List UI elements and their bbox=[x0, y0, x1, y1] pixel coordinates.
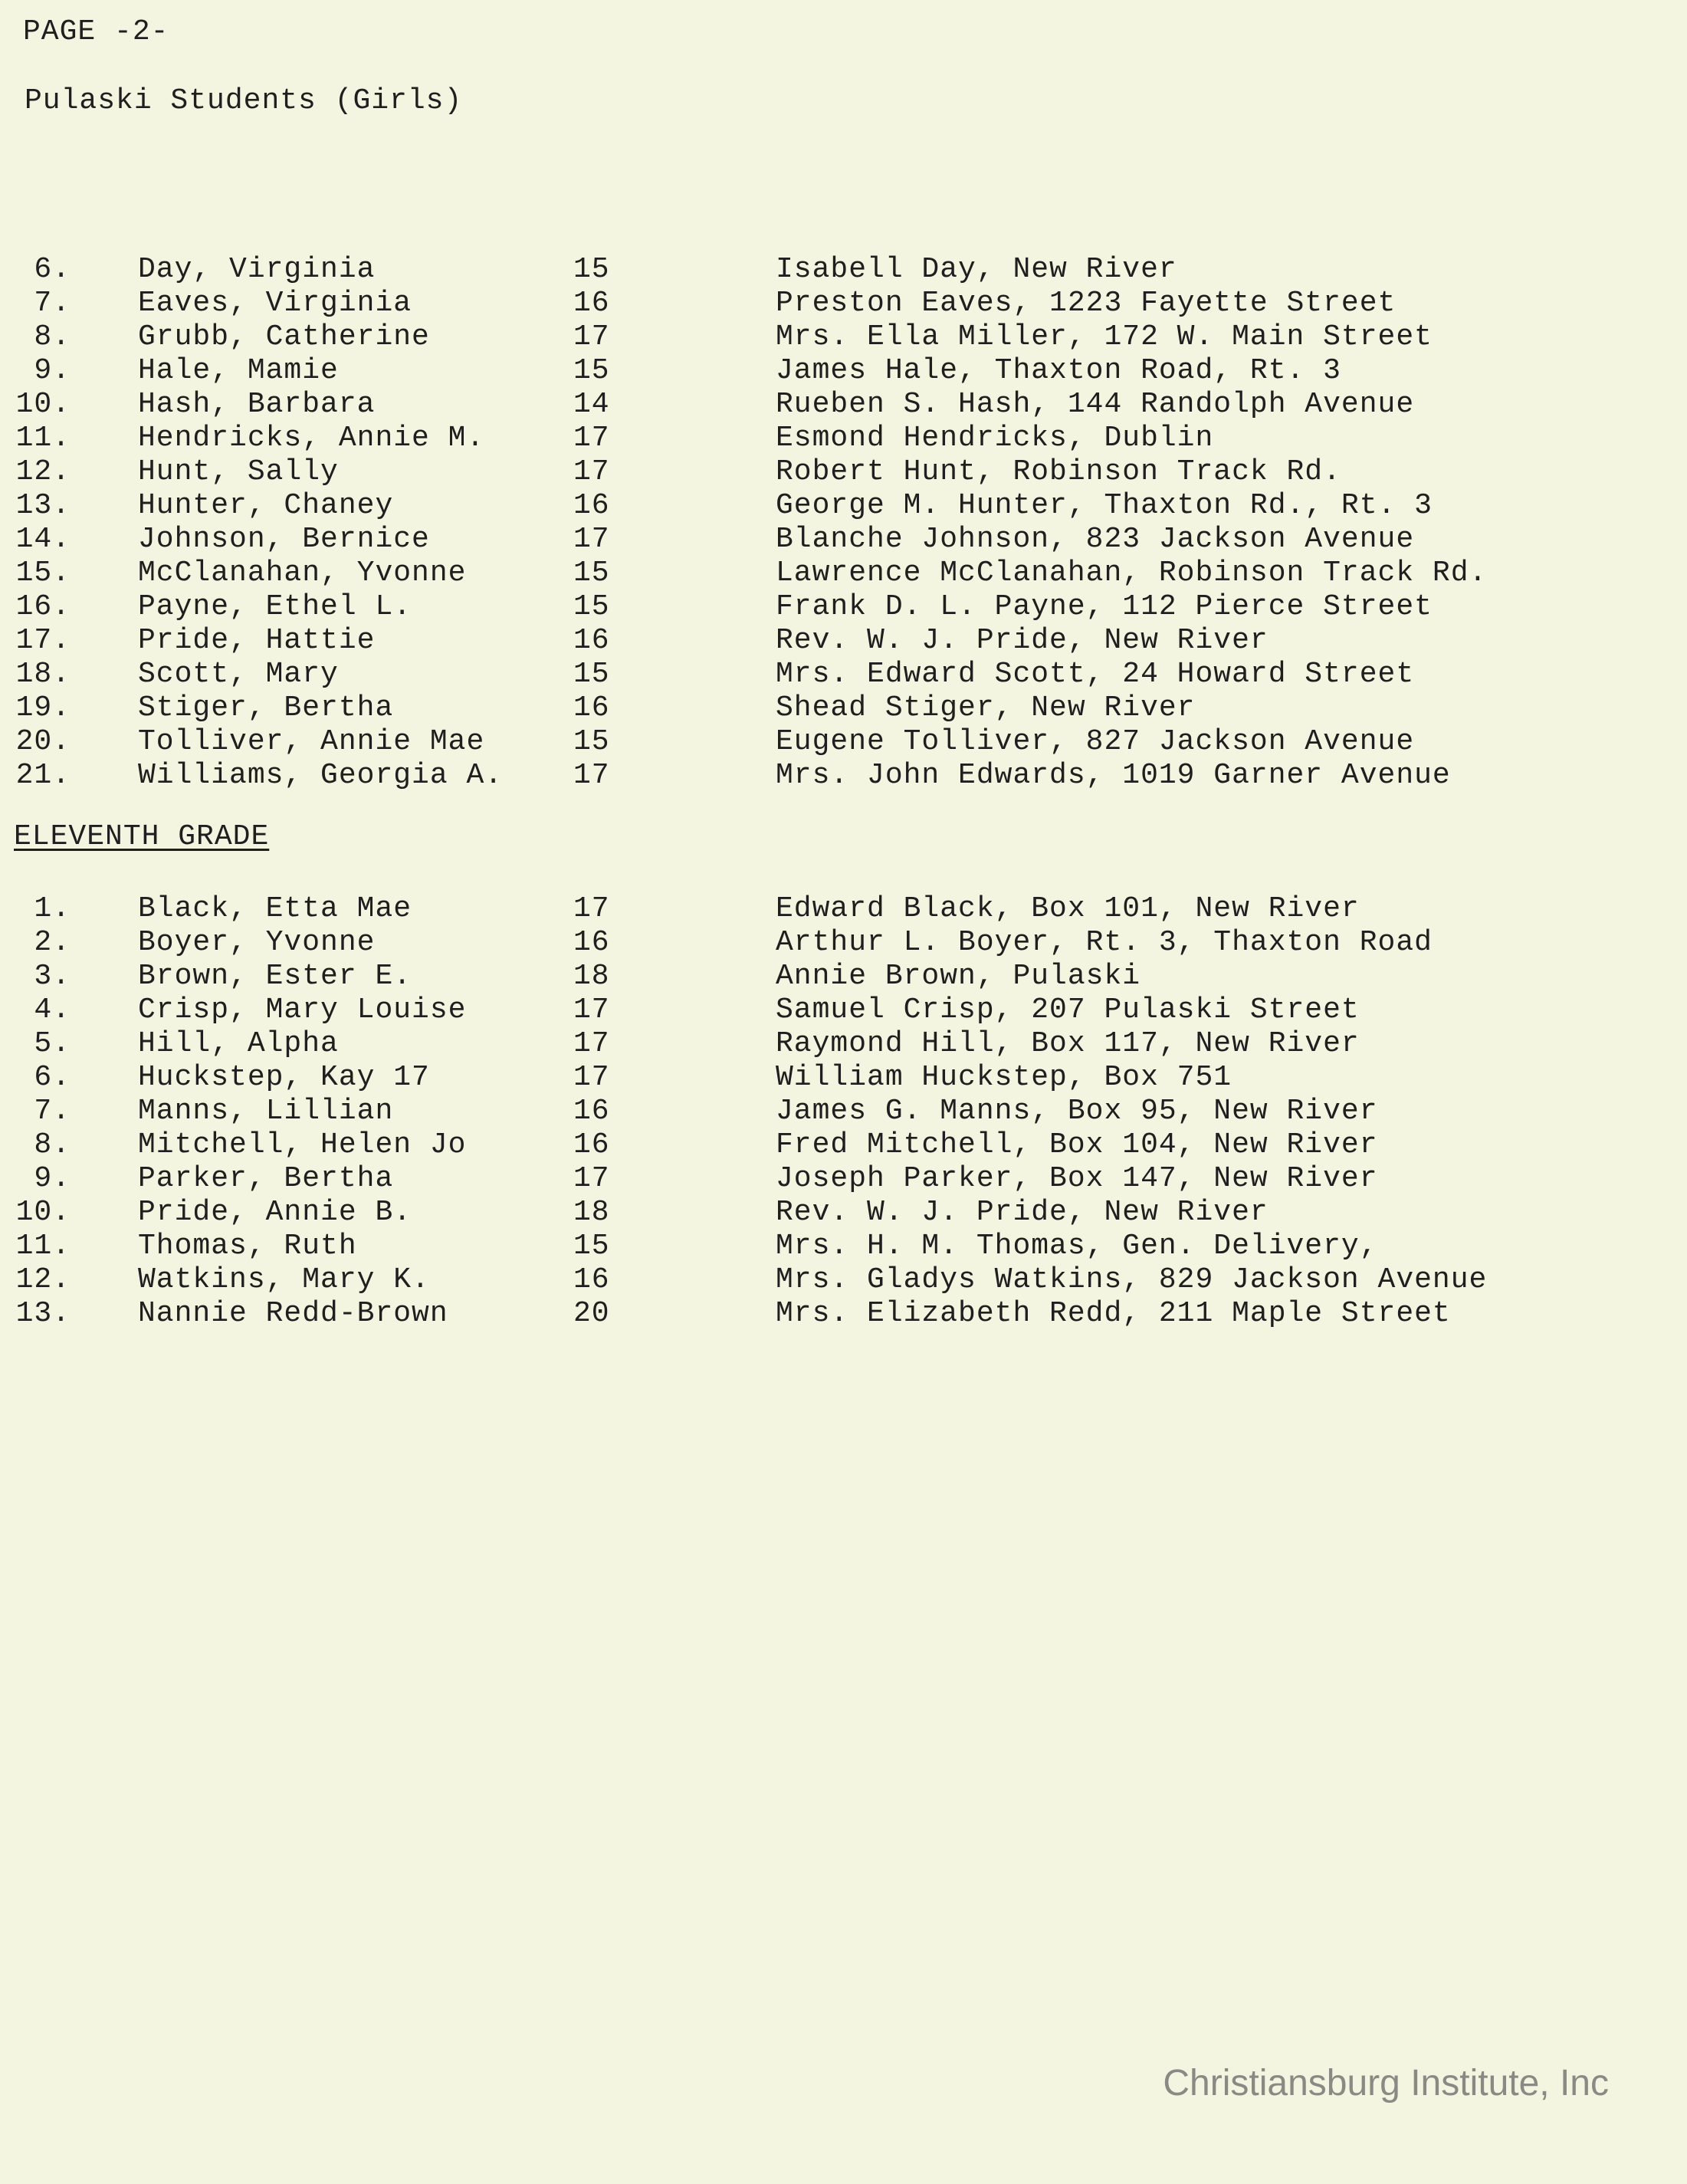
student-age: 17 bbox=[573, 523, 610, 556]
student-number: 14. bbox=[15, 523, 71, 556]
student-number: 5. bbox=[34, 1027, 71, 1060]
student-row bbox=[0, 489, 1687, 523]
student-number: 4. bbox=[34, 993, 71, 1026]
student-number: 15. bbox=[15, 557, 71, 590]
student-age: 17 bbox=[573, 1027, 610, 1060]
student-number: 18. bbox=[15, 658, 71, 691]
guardian-address: James G. Manns, Box 95, New River bbox=[776, 1095, 1378, 1128]
student-name: Hunt, Sally bbox=[138, 455, 339, 488]
student-name: Hendricks, Annie M. bbox=[138, 422, 485, 455]
student-number: 19. bbox=[15, 691, 71, 724]
student-row bbox=[0, 1061, 1687, 1095]
student-number: 12. bbox=[15, 455, 71, 488]
student-row bbox=[0, 960, 1687, 993]
student-age: 17 bbox=[573, 1061, 610, 1094]
student-number: 9. bbox=[34, 354, 71, 387]
student-age: 16 bbox=[573, 489, 610, 522]
student-row bbox=[0, 725, 1687, 759]
student-row bbox=[0, 993, 1687, 1027]
student-age: 16 bbox=[573, 287, 610, 320]
student-name: Williams, Georgia A. bbox=[138, 759, 504, 792]
student-number: 9. bbox=[34, 1162, 71, 1195]
student-name: Day, Virginia bbox=[138, 253, 376, 286]
student-number: 8. bbox=[34, 1128, 71, 1161]
page-number-label: PAGE -2- bbox=[23, 15, 169, 48]
guardian-address: Samuel Crisp, 207 Pulaski Street bbox=[776, 993, 1360, 1026]
student-age: 17 bbox=[573, 320, 610, 353]
student-age: 15 bbox=[573, 658, 610, 691]
student-name: Nannie Redd-Brown bbox=[138, 1297, 448, 1330]
eleventh-grade-roster bbox=[0, 892, 1687, 1331]
student-number: 7. bbox=[34, 1095, 71, 1128]
student-row bbox=[0, 455, 1687, 489]
guardian-address: Blanche Johnson, 823 Jackson Avenue bbox=[776, 523, 1415, 556]
student-row bbox=[0, 892, 1687, 926]
student-row bbox=[0, 759, 1687, 793]
guardian-address: Mrs. H. M. Thomas, Gen. Delivery, bbox=[776, 1230, 1378, 1263]
student-name: Eaves, Virginia bbox=[138, 287, 412, 320]
guardian-address: William Huckstep, Box 751 bbox=[776, 1061, 1232, 1094]
student-number: 21. bbox=[15, 759, 71, 792]
student-number: 11. bbox=[15, 422, 71, 455]
student-name: Brown, Ester E. bbox=[138, 960, 412, 993]
student-number: 11. bbox=[15, 1230, 71, 1263]
student-name: McClanahan, Yvonne bbox=[138, 557, 467, 590]
student-age: 18 bbox=[573, 1196, 610, 1229]
student-number: 10. bbox=[15, 388, 71, 421]
student-number: 12. bbox=[15, 1263, 71, 1296]
student-name: Stiger, Bertha bbox=[138, 691, 394, 724]
guardian-address: Rev. W. J. Pride, New River bbox=[776, 624, 1269, 657]
student-row bbox=[0, 624, 1687, 658]
guardian-address: Isabell Day, New River bbox=[776, 253, 1177, 286]
student-age: 16 bbox=[573, 1095, 610, 1128]
guardian-address: Eugene Tolliver, 827 Jackson Avenue bbox=[776, 725, 1415, 758]
student-age: 16 bbox=[573, 624, 610, 657]
guardian-address: Annie Brown, Pulaski bbox=[776, 960, 1141, 993]
student-row bbox=[0, 287, 1687, 320]
student-row bbox=[0, 691, 1687, 725]
student-row bbox=[0, 926, 1687, 960]
student-number: 13. bbox=[15, 489, 71, 522]
student-number: 16. bbox=[15, 590, 71, 623]
guardian-address: James Hale, Thaxton Road, Rt. 3 bbox=[776, 354, 1341, 387]
document-title: Pulaski Students (Girls) bbox=[25, 84, 463, 117]
guardian-address: Esmond Hendricks, Dublin bbox=[776, 422, 1214, 455]
student-row bbox=[0, 422, 1687, 455]
student-age: 17 bbox=[573, 993, 610, 1026]
guardian-address: Frank D. L. Payne, 112 Pierce Street bbox=[776, 590, 1433, 623]
student-age: 17 bbox=[573, 892, 610, 925]
archive-watermark: Christiansburg Institute, Inc bbox=[1163, 2063, 1609, 2104]
student-age: 15 bbox=[573, 253, 610, 286]
student-row bbox=[0, 523, 1687, 557]
student-row bbox=[0, 253, 1687, 287]
student-age: 16 bbox=[573, 1128, 610, 1161]
guardian-address: Mrs. John Edwards, 1019 Garner Avenue bbox=[776, 759, 1451, 792]
student-age: 14 bbox=[573, 388, 610, 421]
guardian-address: George M. Hunter, Thaxton Rd., Rt. 3 bbox=[776, 489, 1433, 522]
guardian-address: Rev. W. J. Pride, New River bbox=[776, 1196, 1269, 1229]
student-row bbox=[0, 1128, 1687, 1162]
student-age: 15 bbox=[573, 557, 610, 590]
tenth-grade-roster bbox=[0, 253, 1687, 793]
student-name: Thomas, Ruth bbox=[138, 1230, 357, 1263]
guardian-address: Mrs. Gladys Watkins, 829 Jackson Avenue bbox=[776, 1263, 1488, 1296]
student-name: Pride, Hattie bbox=[138, 624, 376, 657]
guardian-address: Preston Eaves, 1223 Fayette Street bbox=[776, 287, 1397, 320]
student-name: Hash, Barbara bbox=[138, 388, 376, 421]
guardian-address: Lawrence McClanahan, Robinson Track Rd. bbox=[776, 557, 1488, 590]
eleventh-grade-heading: ELEVENTH GRADE bbox=[14, 820, 270, 853]
student-row bbox=[0, 1230, 1687, 1263]
student-number: 2. bbox=[34, 926, 71, 959]
student-number: 6. bbox=[34, 1061, 71, 1094]
student-age: 18 bbox=[573, 960, 610, 993]
student-row bbox=[0, 658, 1687, 691]
student-age: 16 bbox=[573, 1263, 610, 1296]
student-name: Crisp, Mary Louise bbox=[138, 993, 467, 1026]
student-name: Huckstep, Kay 17 bbox=[138, 1061, 430, 1094]
student-name: Pride, Annie B. bbox=[138, 1196, 412, 1229]
student-name: Payne, Ethel L. bbox=[138, 590, 412, 623]
student-name: Hill, Alpha bbox=[138, 1027, 339, 1060]
student-row bbox=[0, 557, 1687, 590]
student-name: Black, Etta Mae bbox=[138, 892, 412, 925]
student-number: 1. bbox=[34, 892, 71, 925]
guardian-address: Raymond Hill, Box 117, New River bbox=[776, 1027, 1360, 1060]
student-age: 17 bbox=[573, 455, 610, 488]
guardian-address: Shead Stiger, New River bbox=[776, 691, 1196, 724]
student-age: 17 bbox=[573, 759, 610, 792]
student-number: 3. bbox=[34, 960, 71, 993]
student-row bbox=[0, 1263, 1687, 1297]
student-age: 20 bbox=[573, 1297, 610, 1330]
student-age: 15 bbox=[573, 725, 610, 758]
student-number: 7. bbox=[34, 287, 71, 320]
student-name: Parker, Bertha bbox=[138, 1162, 394, 1195]
guardian-address: Mrs. Ella Miller, 172 W. Main Street bbox=[776, 320, 1433, 353]
guardian-address: Arthur L. Boyer, Rt. 3, Thaxton Road bbox=[776, 926, 1433, 959]
student-row bbox=[0, 354, 1687, 388]
student-number: 13. bbox=[15, 1297, 71, 1330]
guardian-address: Mrs. Elizabeth Redd, 211 Maple Street bbox=[776, 1297, 1451, 1330]
student-row bbox=[0, 388, 1687, 422]
student-number: 6. bbox=[34, 253, 71, 286]
student-name: Mitchell, Helen Jo bbox=[138, 1128, 467, 1161]
student-age: 16 bbox=[573, 691, 610, 724]
student-name: Boyer, Yvonne bbox=[138, 926, 376, 959]
student-name: Tolliver, Annie Mae bbox=[138, 725, 485, 758]
student-number: 20. bbox=[15, 725, 71, 758]
student-age: 15 bbox=[573, 1230, 610, 1263]
student-row bbox=[0, 1162, 1687, 1196]
guardian-address: Joseph Parker, Box 147, New River bbox=[776, 1162, 1378, 1195]
student-number: 8. bbox=[34, 320, 71, 353]
student-name: Hale, Mamie bbox=[138, 354, 339, 387]
student-name: Scott, Mary bbox=[138, 658, 339, 691]
guardian-address: Edward Black, Box 101, New River bbox=[776, 892, 1360, 925]
student-row bbox=[0, 1027, 1687, 1061]
student-row bbox=[0, 1297, 1687, 1331]
student-name: Hunter, Chaney bbox=[138, 489, 394, 522]
student-row bbox=[0, 1196, 1687, 1230]
student-name: Grubb, Catherine bbox=[138, 320, 430, 353]
student-age: 17 bbox=[573, 422, 610, 455]
student-age: 16 bbox=[573, 926, 610, 959]
student-age: 17 bbox=[573, 1162, 610, 1195]
student-row bbox=[0, 590, 1687, 624]
guardian-address: Robert Hunt, Robinson Track Rd. bbox=[776, 455, 1341, 488]
student-name: Manns, Lillian bbox=[138, 1095, 394, 1128]
student-age: 15 bbox=[573, 590, 610, 623]
student-row bbox=[0, 1095, 1687, 1128]
guardian-address: Fred Mitchell, Box 104, New River bbox=[776, 1128, 1378, 1161]
student-number: 17. bbox=[15, 624, 71, 657]
student-name: Watkins, Mary K. bbox=[138, 1263, 430, 1296]
student-row bbox=[0, 320, 1687, 354]
guardian-address: Rueben S. Hash, 144 Randolph Avenue bbox=[776, 388, 1415, 421]
student-age: 15 bbox=[573, 354, 610, 387]
guardian-address: Mrs. Edward Scott, 24 Howard Street bbox=[776, 658, 1415, 691]
student-number: 10. bbox=[15, 1196, 71, 1229]
student-name: Johnson, Bernice bbox=[138, 523, 430, 556]
